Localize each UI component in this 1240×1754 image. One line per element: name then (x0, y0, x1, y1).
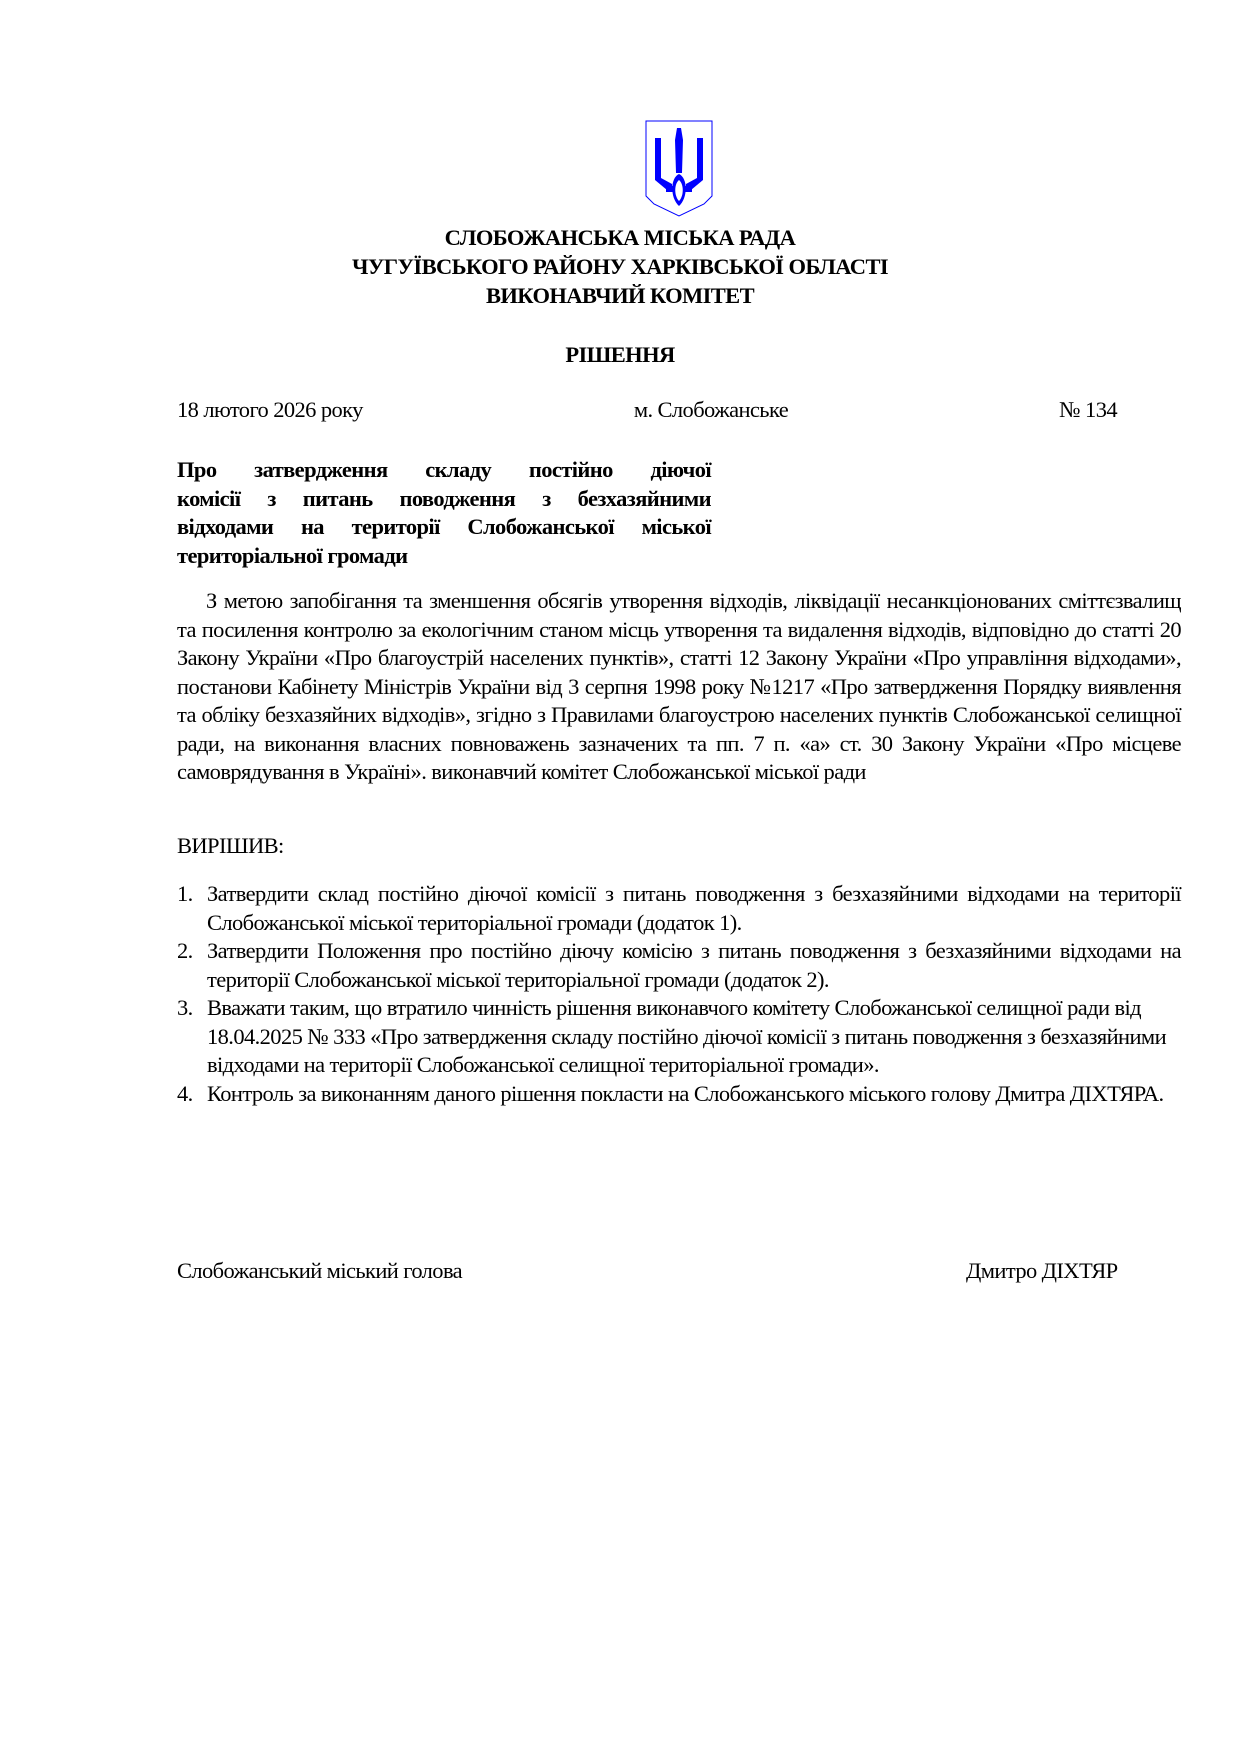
resolved-label: ВИРІШИВ: (177, 833, 284, 858)
item-text: Затвердити Положення про постійно діючу комісію з питань поводження з безхазяйними відходами на території Слобожанської міської територіальної громади (додаток 2). (207, 938, 1181, 992)
date-line (177, 397, 1117, 423)
item-number: 1. (177, 881, 193, 906)
place: м. Слобожанське (633, 397, 789, 422)
coat-of-arms-icon (644, 118, 714, 218)
signature-name: Дмитро ДІХТЯР (966, 1258, 1118, 1283)
subject-line: відходами на території Слобожанської міської (177, 514, 711, 539)
item-text: Контроль за виконанням даного рішення покласти на Слобожанського міського голову Дмитра ДІХТЯРА. (207, 1080, 1164, 1106)
org-line: ЧУГУЇВСЬКОГО РАЙОНУ ХАРКІВСЬКОЇ ОБЛАСТІ (351, 254, 889, 279)
decision-item (177, 937, 1181, 994)
organization-header (0, 223, 1240, 310)
subject-title (177, 456, 711, 570)
date: 18 лютого 2026 року (177, 397, 363, 422)
subject-line: Про затвердження складу постійно діючої (177, 457, 711, 482)
item-text: Вважати таким, що втратило чинність рішення виконавчого комітету Слобожанської селищної ради від 18.04.2025 № 333 «Про затвердження складу постійно діючої комісії з питань поводження з безхазяйними відходами на території Слобожанської селищної територіальної громади». (207, 995, 1167, 1077)
signature-title: Слобожанський міський голова (177, 1258, 463, 1283)
org-line: ВИКОНАВЧИЙ КОМІТЕТ (485, 283, 754, 308)
preamble-paragraph: З метою запобігання та зменшення обсягів утворення відходів, ліквідації несанкціонованих сміттєзвалищ та посилення контролю за екологічним станом місць утворення та видалення відходів, відповідно до статті 20 Закону України «Про благоустрій населених пунктів», статті 12 Закону України «Про управління відходами», постанови Кабінету Міністрів України від 3 серпня 1998 року №1217 «Про затвердження Порядку виявлення та обліку безхазяйних відходів», згідно з Правилами благоустрою населених пунктів Слобожанської селищної ради, на виконання власних повноважень зазначених та пп. 7 п. «а» ст. 30 Закону України «Про місцеве самоврядування в Україні». виконавчий комітет Слобожанської міської ради (177, 588, 1181, 784)
decision-item (177, 994, 1181, 1080)
subject-line: територіальної громади (177, 542, 408, 568)
item-text: Затвердити склад постійно діючої комісії з питань поводження з безхазяйними відходами на території Слобожанської міської територіальної громади (додаток 1). (207, 881, 1181, 935)
decision-item (177, 880, 1181, 937)
item-number: 3. (177, 995, 193, 1020)
subject-line: комісії з питань поводження з безхазяйними (177, 485, 711, 511)
document-type: РІШЕННЯ (565, 342, 675, 367)
decision-item (177, 1080, 1181, 1109)
item-number: 2. (177, 938, 193, 963)
item-number: 4. (177, 1080, 193, 1106)
org-line: СЛОБОЖАНСЬКА МІСЬКА РАДА (444, 225, 796, 250)
document-number: № 134 (1059, 397, 1117, 422)
decision-items (177, 880, 1181, 1108)
